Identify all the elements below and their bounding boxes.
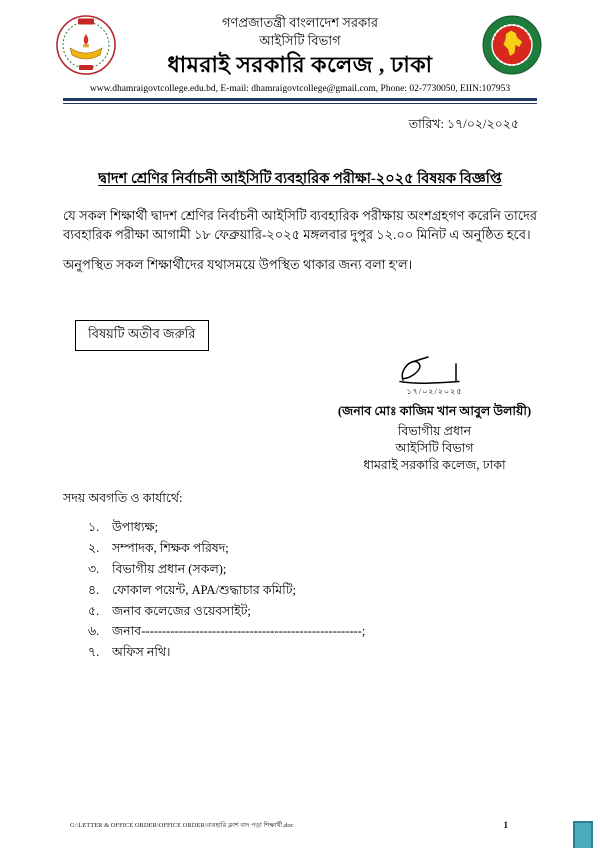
list-item-number: ২. — [88, 540, 100, 555]
list-item-number: ৬. — [88, 624, 100, 639]
list-item-text: অফিস নথি। — [112, 645, 171, 660]
list-item — [88, 582, 537, 599]
letterhead — [63, 14, 537, 95]
cc-heading: সদয় অবগতি ও কার্যার্থে: — [63, 491, 183, 506]
cc-list — [88, 519, 537, 661]
signatory-institution: ধামরাই সরকারি কলেজ, ঢাকা — [363, 458, 506, 473]
list-item — [88, 644, 537, 661]
list-item — [88, 561, 537, 578]
list-item — [88, 540, 537, 557]
date-line: তারিখ: ১৭/০২/২০২৫ — [408, 116, 519, 131]
list-item-number: ৫. — [88, 603, 100, 618]
scrollbar-fragment[interactable] — [573, 821, 593, 848]
signature-block — [332, 355, 537, 474]
signature-hand-date: ১৭/০২/২০২৫ — [406, 387, 463, 397]
footer-file-path: G:\LETTER & OFFICE ORDER\OFFICE ORDER\ব্যবহারি ক্লাশ বাদ পড়া শিক্ষার্থী.doc — [70, 822, 294, 829]
signatory-department: আইসিটি বিভাগ — [395, 441, 474, 456]
body-paragraph-1: যে সকল শিক্ষার্থী দ্বাদশ শ্রেণির নির্বাচনী আইসিটি ব্যবহারিক পরীক্ষায় অংশগ্রহগণ করেনি তাদের ব্যবহারিক পরীক্ষা আগামী ১৮ ফেব্রুয়ারি-২০২৫ মঙ্গলবার দুপুর ১২.০০ মিনিট এ অনুষ্ঠিত হবে। — [63, 207, 537, 243]
body-paragraph-2: অনুপস্থিত সকল শিক্ষার্থীদের যথাসময়ে উপস্থিত থাকার জন্য বলা হ'ল। — [63, 256, 413, 272]
list-item — [88, 623, 537, 640]
header-rule-thin — [63, 103, 537, 104]
page-footer — [0, 820, 600, 831]
footer-page-number: 1 — [503, 820, 508, 830]
list-item — [88, 603, 537, 620]
division-line: আইসিটি বিভাগ — [259, 32, 341, 48]
contact-line: www.dhamraigovtcollege.edu.bd, E-mail: dhamraigovtcollege@gmail.com, Phone: 02-7730050, EIIN:107953 — [89, 83, 511, 94]
list-item-number: ৭. — [88, 645, 100, 660]
list-item-text: সম্পাদক, শিক্ষক পরিষদ; — [112, 540, 229, 555]
urgent-note-box: বিষয়টি অতীব জরুরি — [75, 320, 209, 351]
header-rule-thick — [63, 98, 537, 101]
notice-title: দ্বাদশ শ্রেণির নির্বাচনী আইসিটি ব্যবহারিক পরীক্ষা-২০২৫ বিষয়ক বিজ্ঞপ্তি — [98, 170, 502, 187]
list-item-text: জনাব-----------------------------------------------------; — [112, 624, 366, 639]
list-item-text: জনাব কলেজের ওয়েবসাইট; — [112, 603, 251, 618]
signatory-name: (জনাব মোঃ কাজিম খান আবুল উলায়ী) — [337, 404, 532, 419]
college-name: ধামরাই সরকারি কলেজ , ঢাকা — [167, 52, 433, 78]
list-item-text: বিভাগীয় প্রধান (সকল); — [112, 561, 227, 576]
govt-seal-icon — [481, 14, 543, 76]
signature-scribble-icon — [395, 355, 475, 389]
list-item-number: ৩. — [88, 561, 100, 576]
list-item — [88, 519, 537, 536]
college-seal-icon — [55, 14, 117, 76]
list-item-number: ৪. — [88, 582, 100, 597]
list-item-text: উপাধ্যক্ষ; — [112, 520, 159, 535]
list-item-text: ফোকাল পয়েন্ট, APA/শুদ্ধাচার কমিটি; — [112, 582, 296, 597]
list-item-number: ১. — [88, 520, 100, 535]
signatory-designation: বিভাগীয় প্রধান — [397, 424, 472, 439]
govt-line: গণপ্রজাতন্ত্রী বাংলাদেশ সরকার — [221, 15, 379, 30]
